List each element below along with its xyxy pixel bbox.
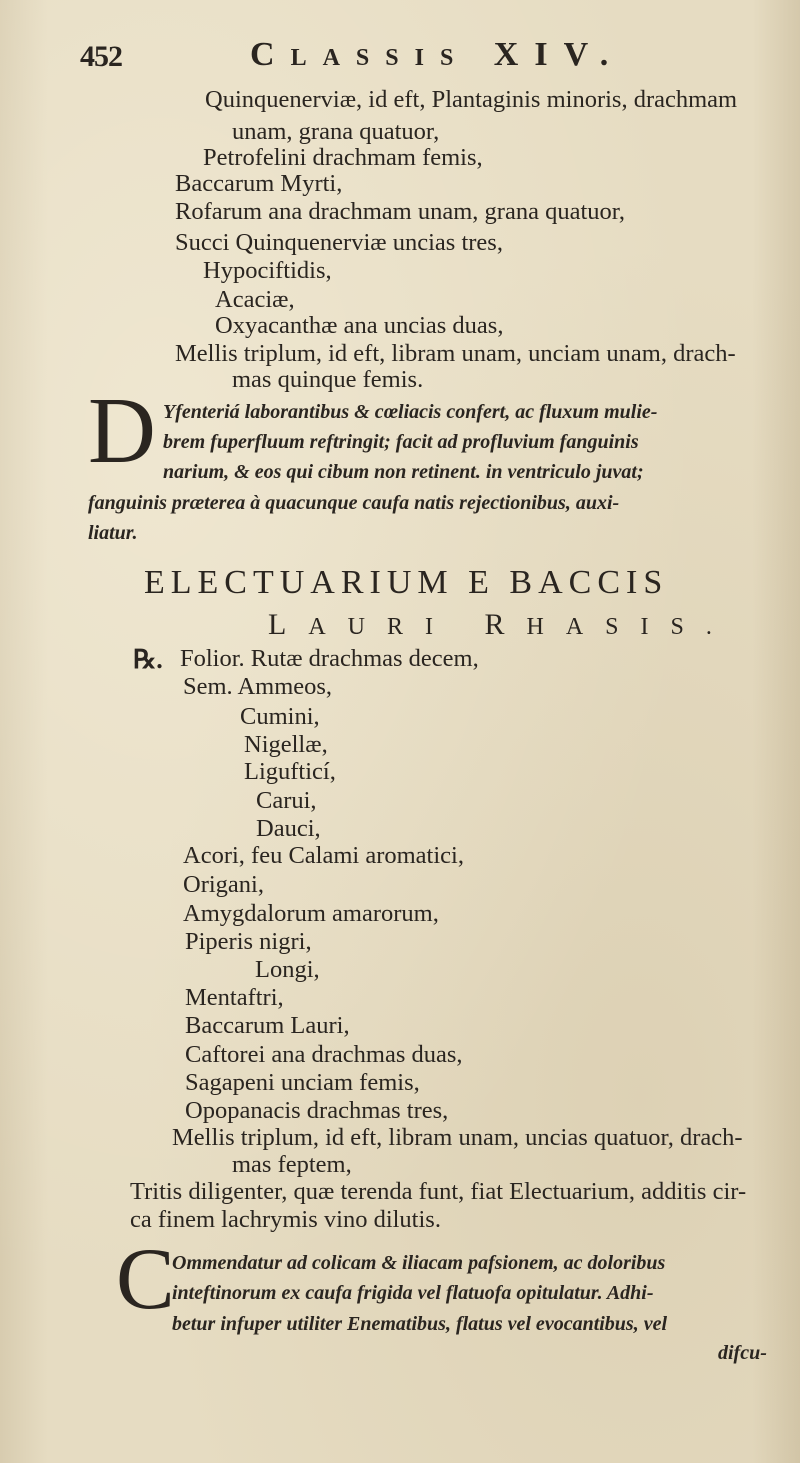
page-number: 452 [80,40,122,73]
recipe-1-line: Quinquenerviæ, id eft, Plantaginis minoris, drachmam [205,86,738,113]
commentary-1-line: narium, & eos qui cibum non retinent. in ventriculo juvat; [163,461,644,483]
running-head [80,36,680,80]
recipe-2-line: Ligufticí, [244,758,336,785]
recipe-1-line: Petrofelini drachmam femis, [203,144,483,171]
recipe-1-line: Acaciæ, [215,286,295,313]
subtitle-initial-r: R [455,608,527,641]
recipe-2-line: Folior. Rutæ drachmas decem, [180,645,479,672]
recipe-2-line: Dauci, [256,815,321,842]
running-head-smallcaps: LASSIS [290,45,470,71]
recipe-1-line: Hypociftidis, [203,257,332,284]
drop-cap-d: D [88,379,156,483]
recipe-1-line: unam, grana quatuor, [232,118,440,145]
recipe-2-line: Amygdalorum amarorum, [183,900,439,927]
commentary-2-line: Ommendatur ad colicam & iliacam pafsionem, ac doloribus [172,1252,666,1274]
recipe-2-line: Acori, feu Calami aromatici, [183,842,464,869]
running-head-initial: C [250,36,291,73]
recipe-2-line: Sagapeni unciam femis, [185,1069,420,1096]
recipe-1-line: Rofarum ana drachmam unam, grana quatuor, [175,198,626,225]
commentary-1-line: fanguinis præterea à quacunque caufa natis rejectionibus, auxi- [88,492,620,514]
commentary-2-line: inteftinorum ex caufa frigida vel flatuofa opitulatur. Adhi- [172,1282,654,1304]
recipe-1-line: Mellis triplum, id eft, libram unam, unciam unam, drach- [175,340,736,367]
commentary-2-line: betur infuper utiliter Enematibus, flatus vel evocantibus, vel [172,1313,668,1335]
recipe-2-line: Mentaftri, [185,984,284,1011]
recipe-symbol: ℞. [133,645,163,674]
recipe-2-line: Carui, [256,787,317,814]
recipe-2-line: Opopanacis drachmas tres, [185,1097,449,1124]
recipe-1-line: mas quinque femis. [232,366,424,393]
running-head-number: XIV. [469,36,625,73]
section-subtitle [268,608,734,642]
recipe-2-line: Tritis diligenter, quæ terenda funt, fiat Electuarium, additis cir- [130,1178,747,1205]
drop-cap-c: C [116,1231,175,1328]
recipe-1-line: Baccarum Myrti, [175,170,343,197]
recipe-2-line: Mellis triplum, id eft, libram unam, uncias quatuor, drach- [172,1124,743,1151]
commentary-1-line: brem fuperfluum reftringit; facit ad profluvium fanguinis [163,431,639,453]
recipe-2-line: Caftorei ana drachmas duas, [185,1041,463,1068]
subtitle-initial-l: L [268,608,309,641]
recipe-2-line: ca finem lachrymis vino dilutis. [130,1206,441,1233]
catchword: difcu- [718,1342,767,1364]
recipe-1-line: Succi Quinquenerviæ uncias tres, [175,229,503,256]
recipe-2-line: Longi, [255,956,320,983]
section-title: ELECTUARIUM E BACCIS [144,564,669,601]
recipe-2-line: Nigellæ, [244,731,328,758]
recipe-2-line: Baccarum Lauri, [185,1012,350,1039]
recipe-2-line: Piperis nigri, [185,928,312,955]
subtitle-smallcaps-hasis: HASIS. [526,614,734,640]
running-head-title [250,36,624,74]
commentary-1-line: Yfenteriá laborantibus & cœliacis confert, ac fluxum mulie- [163,401,658,423]
recipe-2-line: Sem. Ammeos, [183,673,333,700]
recipe-1-line: Oxyacanthæ ana uncias duas, [215,312,504,339]
recipe-2-line: mas feptem, [232,1151,352,1178]
recipe-2-line: Cumini, [240,703,320,730]
commentary-1-line: liatur. [88,522,138,544]
recipe-2-line: Origani, [183,871,264,898]
subtitle-smallcaps-auri: AURI [308,614,455,640]
